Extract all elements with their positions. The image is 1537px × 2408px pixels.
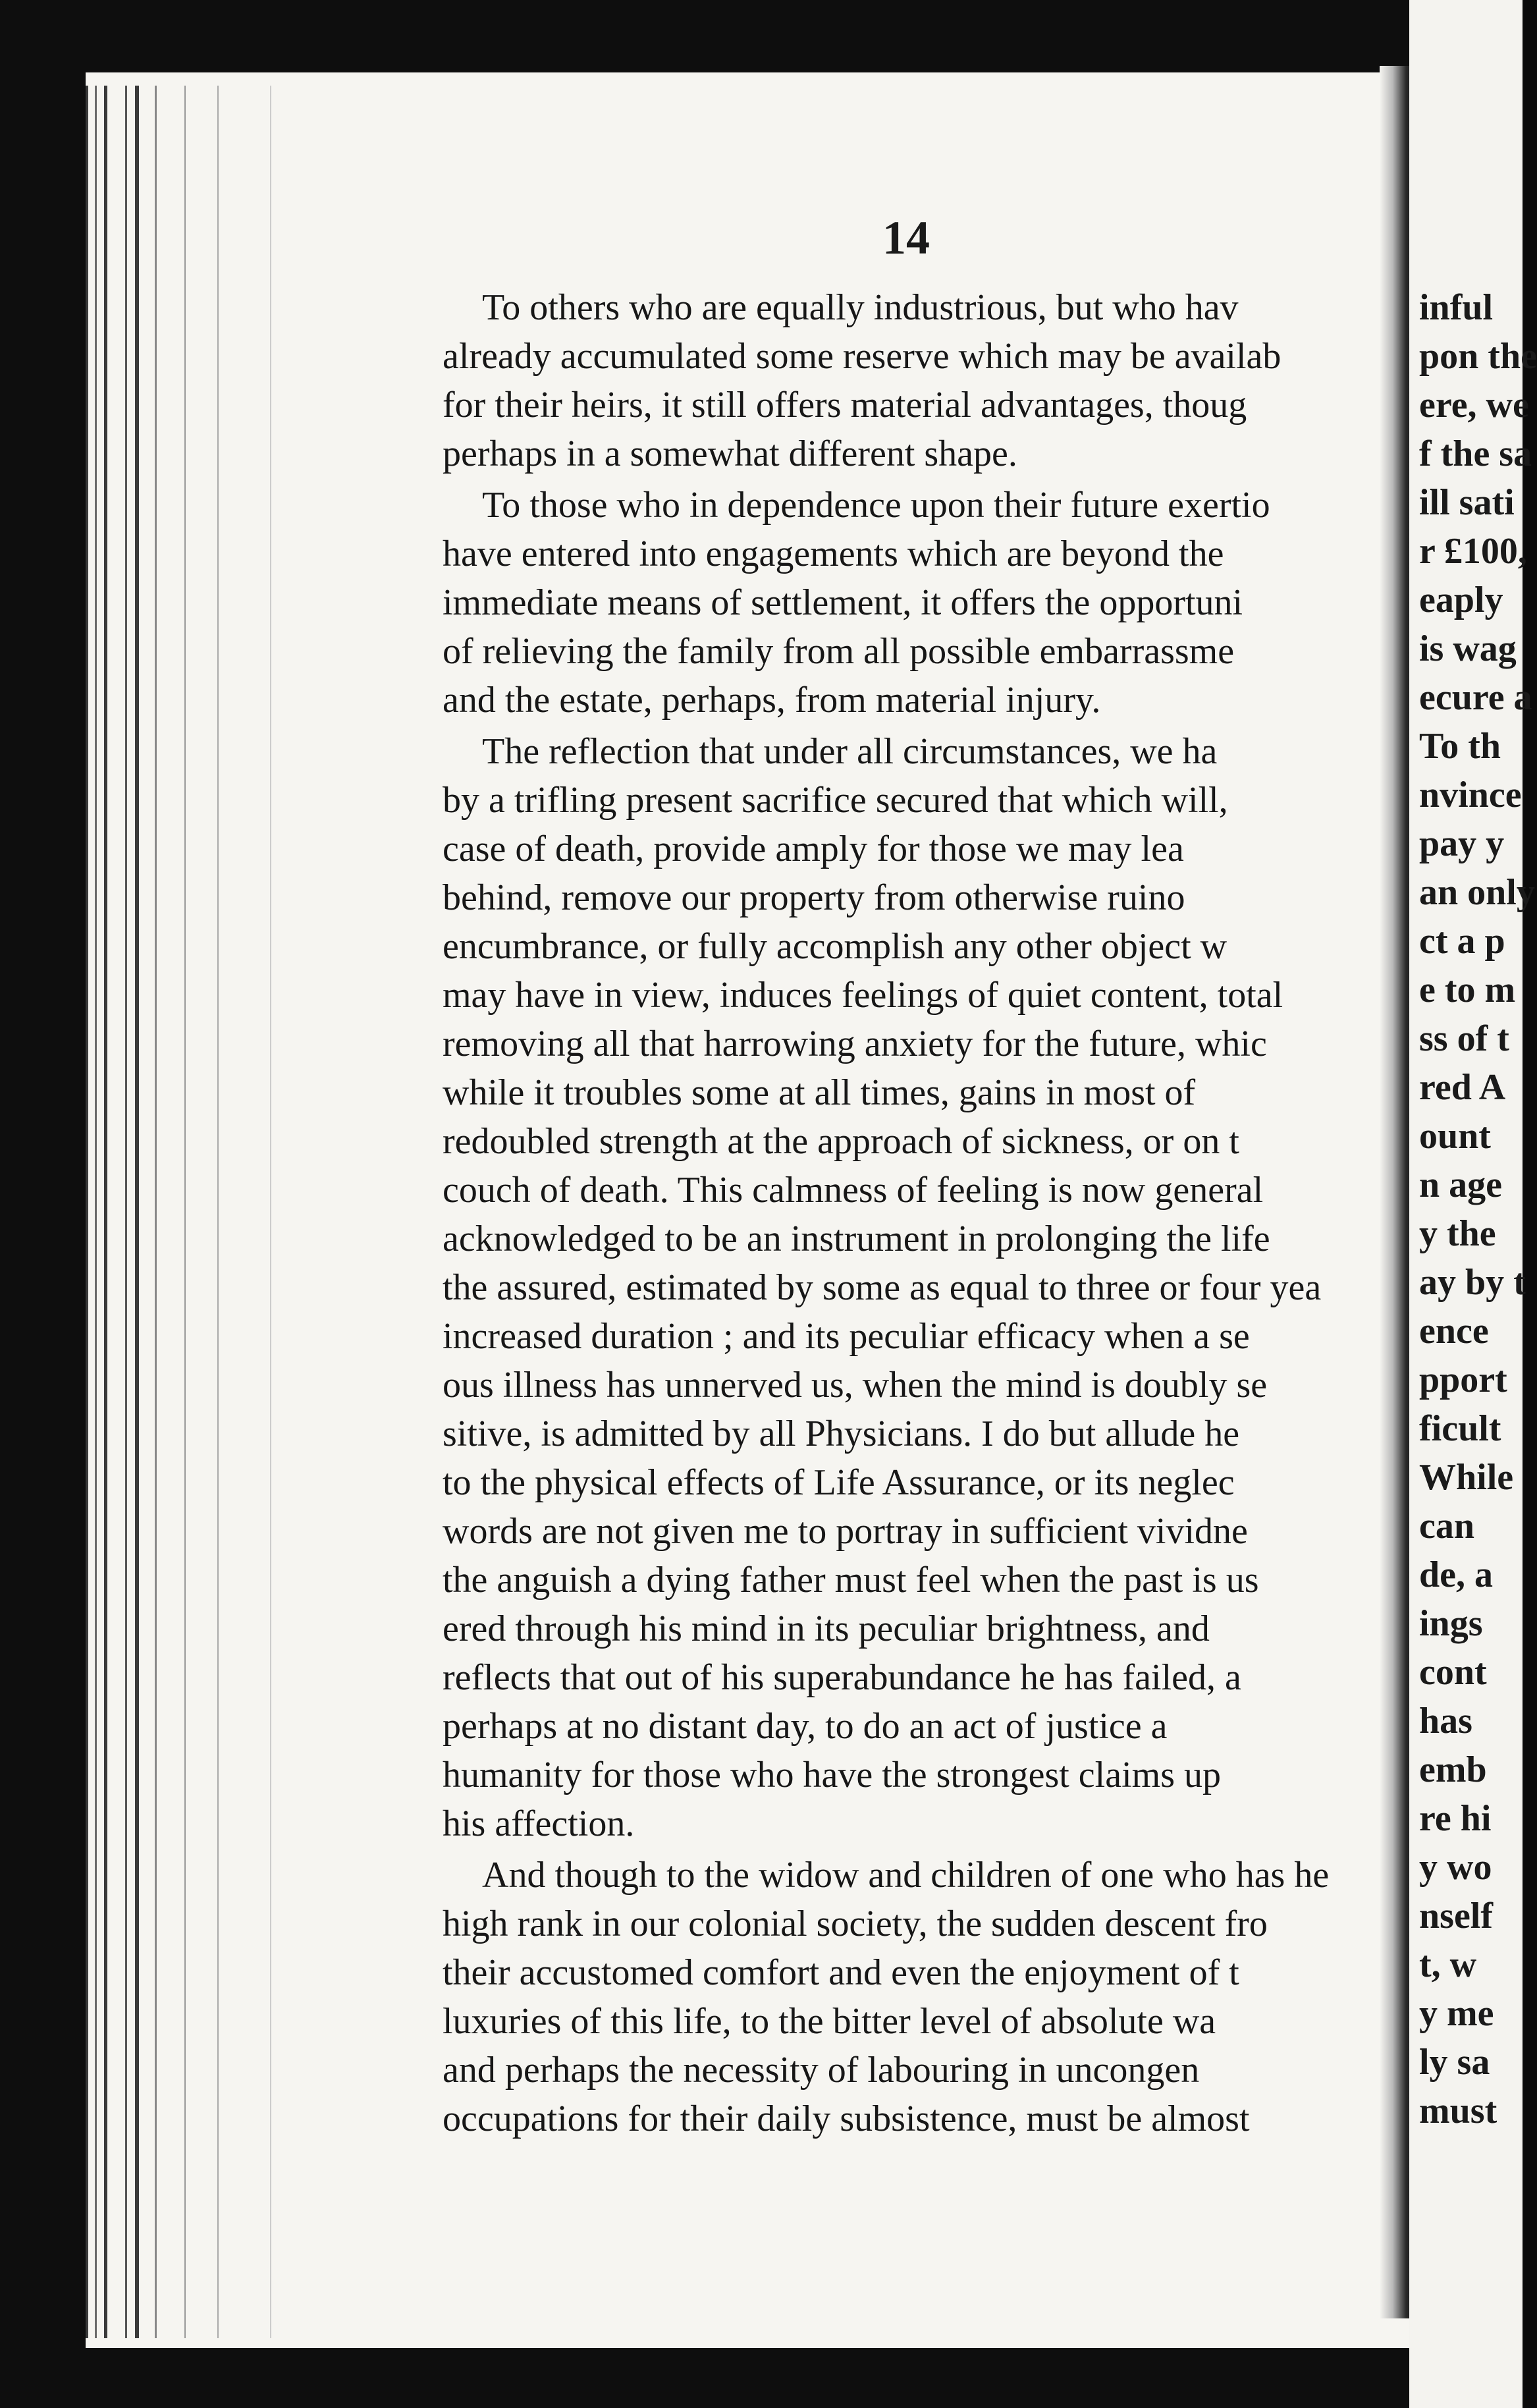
adjacent-text-fragment: ay by t xyxy=(1419,1262,1526,1303)
adjacent-text-fragment: ct a p xyxy=(1419,921,1505,962)
adjacent-text-fragment: n age xyxy=(1419,1164,1502,1205)
adjacent-text-fragment: y wo xyxy=(1419,1847,1492,1888)
adjacent-text-fragment: ere, we xyxy=(1419,385,1529,425)
text-line: acknowledged to be an instrument in prolonging the life xyxy=(443,1218,1270,1259)
adjacent-text-fragment: ecure a xyxy=(1419,677,1532,718)
text-line: and perhaps the necessity of labouring in uncongen xyxy=(443,2050,1200,2091)
adjacent-text-fragment: red A xyxy=(1419,1067,1506,1108)
paragraph xyxy=(443,283,1404,478)
text-line: couch of death. This calmness of feeling is now general xyxy=(443,1170,1264,1211)
page-number: 14 xyxy=(882,211,930,264)
adjacent-text-fragment: ill sati xyxy=(1419,482,1515,523)
text-line: removing all that harrowing anxiety for the future, whic xyxy=(443,1024,1267,1064)
text-line: have entered into engagements which are beyond the xyxy=(443,534,1224,574)
adjacent-text-fragment: re hi xyxy=(1419,1798,1492,1839)
adjacent-text-fragment: nself xyxy=(1419,1896,1493,1936)
paragraph xyxy=(443,481,1404,725)
adjacent-text-fragment: an only xyxy=(1419,872,1535,913)
text-line: encumbrance, or fully accomplish any other object w xyxy=(443,926,1227,967)
adjacent-text-fragment: pport xyxy=(1419,1359,1507,1400)
adjacent-text-fragment: must xyxy=(1419,2091,1497,2131)
text-line: reflects that out of his superabundance he has failed, a xyxy=(443,1657,1241,1698)
adjacent-text-fragment: ings xyxy=(1419,1603,1483,1644)
text-line: redoubled strength at the approach of sickness, or on t xyxy=(443,1121,1239,1162)
text-line: to the physical effects of Life Assurance, or its neglec xyxy=(443,1462,1235,1503)
adjacent-text-fragment: is wag xyxy=(1419,628,1517,669)
body-text xyxy=(443,283,1404,2143)
text-line: the assured, estimated by some as equal to three or four yea xyxy=(443,1267,1322,1308)
text-line: sitive, is admitted by all Physicians. I do but allude he xyxy=(443,1413,1240,1454)
adjacent-text-fragment: emb xyxy=(1419,1749,1487,1790)
text-line: And though to the widow and children of one who has he xyxy=(482,1855,1330,1896)
text-line: his affection. xyxy=(443,1803,635,1844)
text-line: behind, remove our property from otherwise ruino xyxy=(443,877,1185,918)
adjacent-text-fragment: t, w xyxy=(1419,1944,1477,1985)
text-line: while it troubles some at all times, gains in most of xyxy=(443,1072,1196,1113)
adjacent-text-fragment: While xyxy=(1419,1457,1514,1498)
text-line: may have in view, induces feelings of quiet content, total xyxy=(443,975,1283,1016)
adjacent-text-fragment: y me xyxy=(1419,1993,1494,2034)
adjacent-text-fragment: inful xyxy=(1419,287,1494,328)
paragraph xyxy=(443,1851,1404,2143)
text-line: The reflection that under all circumstances, we ha xyxy=(482,731,1218,772)
adjacent-text-fragment: eaply xyxy=(1419,580,1503,620)
paragraph xyxy=(443,727,1404,1848)
text-line: and the estate, perhaps, from material injury. xyxy=(443,680,1101,721)
adjacent-text-fragment: ss of t xyxy=(1419,1018,1509,1059)
text-line: the anguish a dying father must feel when the past is us xyxy=(443,1560,1259,1601)
text-line: their accustomed comfort and even the enjoyment of t xyxy=(443,1952,1239,1993)
adjacent-text-fragment: ly sa xyxy=(1419,2042,1490,2083)
adjacent-text-fragment: ence xyxy=(1419,1311,1489,1352)
adjacent-text-fragment: e to m xyxy=(1419,970,1516,1010)
text-line: increased duration ; and its peculiar efficacy when a se xyxy=(443,1316,1250,1357)
adjacent-text-fragment: To th xyxy=(1419,726,1501,767)
text-line: ous illness has unnerved us, when the mind is doubly se xyxy=(443,1365,1268,1406)
text-line: already accumulated some reserve which may be availab xyxy=(443,336,1281,377)
adjacent-text-fragment: pay y xyxy=(1419,823,1505,864)
text-line: luxuries of this life, to the bitter level of absolute wa xyxy=(443,2001,1216,2042)
adjacent-text-fragment: has xyxy=(1419,1701,1472,1741)
text-line: To those who in dependence upon their future exertio xyxy=(482,485,1270,526)
text-line: occupations for their daily subsistence, must be almost xyxy=(443,2098,1250,2139)
text-line: ered through his mind in its peculiar brightness, and xyxy=(443,1608,1210,1649)
adjacent-text-fragment: can xyxy=(1419,1506,1474,1546)
adjacent-text-fragment: y the xyxy=(1419,1213,1496,1254)
text-line: for their heirs, it still offers material advantages, thoug xyxy=(443,385,1247,425)
text-line: of relieving the family from all possible embarrassme xyxy=(443,631,1235,672)
adjacent-text-fragment: f the sa xyxy=(1419,433,1532,474)
text-line: perhaps at no distant day, to do an act of justice a xyxy=(443,1706,1168,1747)
adjacent-text-fragment: r £100, xyxy=(1419,531,1527,572)
text-line: immediate means of settlement, it offers the opportuni xyxy=(443,582,1243,623)
adjacent-text-fragment: ount xyxy=(1419,1116,1491,1157)
adjacent-page-text xyxy=(1419,283,1537,2135)
text-line: words are not given me to portray in sufficient vividne xyxy=(443,1511,1248,1552)
adjacent-text-fragment: nvince xyxy=(1419,775,1522,815)
adjacent-text-fragment: ficult xyxy=(1419,1408,1501,1449)
text-line: To others who are equally industrious, but who hav xyxy=(482,287,1239,328)
text-line: case of death, provide amply for those we may lea xyxy=(443,829,1184,869)
text-line: humanity for those who have the strongest claims up xyxy=(443,1755,1221,1795)
text-line: perhaps in a somewhat different shape. xyxy=(443,433,1017,474)
adjacent-text-fragment: cont xyxy=(1419,1652,1487,1693)
text-line: by a trifling present sacrifice secured that which will, xyxy=(443,780,1228,821)
adjacent-text-fragment: de, a xyxy=(1419,1554,1493,1595)
page-edge-stack xyxy=(86,86,303,2338)
text-line: high rank in our colonial society, the sudden descent fro xyxy=(443,1903,1268,1944)
adjacent-text-fragment: pon the xyxy=(1419,336,1537,377)
